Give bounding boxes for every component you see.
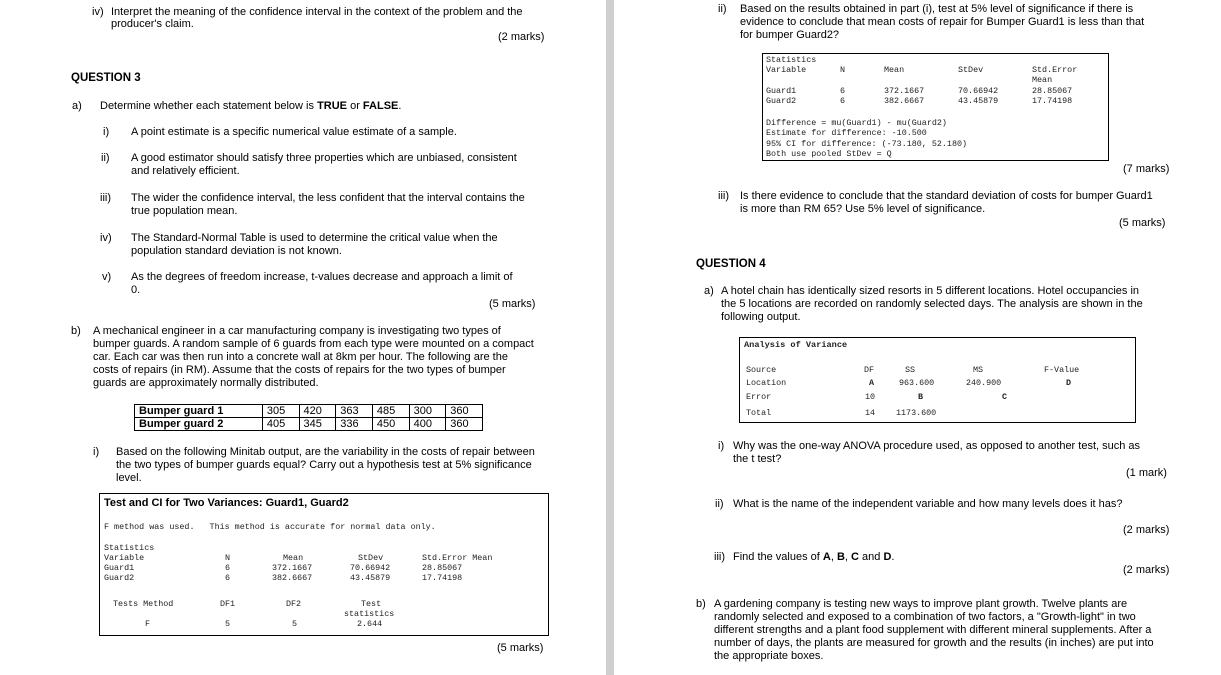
table-cell: 450 bbox=[372, 418, 409, 431]
q4a-line3: following output. bbox=[721, 311, 801, 323]
row1-mean: 372.1667 bbox=[272, 563, 313, 573]
q3b-ii-marks: (7 marks) bbox=[1123, 163, 1170, 175]
q2-iv-marks: (2 marks) bbox=[498, 31, 545, 43]
table-cell: 405 bbox=[262, 418, 299, 431]
q4a-line2: the 5 locations are recorded on randomly selected days. The analysis are shown in the bbox=[721, 298, 1143, 310]
header-stdev: StDev bbox=[958, 65, 984, 75]
row1-variable: Guard1 bbox=[104, 563, 135, 573]
table-cell: 360 bbox=[446, 405, 483, 418]
q4a-iii-num: iii) bbox=[714, 551, 725, 563]
q4a-i-line2: the t test? bbox=[733, 453, 782, 465]
q4a-i-marks: (1 mark) bbox=[1126, 467, 1167, 479]
test-df1-value: 5 bbox=[225, 619, 231, 629]
statement-3-num: iii) bbox=[100, 192, 111, 204]
q4b-line3: different strengths and a plant food supplement with different mineral supplements. After a bbox=[714, 624, 1152, 636]
q4a-ii-num: ii) bbox=[715, 498, 724, 510]
table-cell: 305 bbox=[262, 405, 299, 418]
q3b-line2: bumper guards. A random sample of 6 guards from each type were mounted on a compact bbox=[93, 338, 534, 350]
header-n: N bbox=[225, 553, 231, 563]
table-cell: 400 bbox=[409, 418, 446, 431]
q3b-ii-line1: Based on the results obtained in part (i), test at 5% level of significance if there is bbox=[740, 3, 1134, 15]
statement-5-line1: As the degrees of freedom increase, t-values decrease and approach a limit of bbox=[131, 271, 513, 283]
header-stdev: StDev bbox=[358, 553, 384, 563]
row-label: Bumper guard 2 bbox=[135, 418, 263, 431]
test-header-method: Tests Method bbox=[113, 599, 174, 609]
statistics-label: Statistics bbox=[104, 543, 155, 553]
anova-row3-df: 14 bbox=[865, 408, 876, 418]
q3b-i-line2: the two types of bumper guards equal? Carry out a hypothesis test at 5% significance bbox=[116, 459, 532, 471]
q4a-iii-dot: . bbox=[891, 551, 895, 563]
anova-row2-df: 10 bbox=[865, 392, 876, 402]
row2-stdev: 43.45879 bbox=[350, 573, 391, 583]
anova-header-ms: MS bbox=[973, 365, 984, 375]
pooled-line: Both use pooled StDev = Q bbox=[766, 149, 892, 159]
q3b-iii-line1: Is there evidence to conclude that the standard deviation of costs for bumper Guard1 bbox=[740, 190, 1153, 202]
left-page bbox=[0, 0, 606, 675]
header-variable: Variable bbox=[104, 553, 145, 563]
q4b-line1: A gardening company is testing new ways to improve plant growth. Twelve plants are bbox=[714, 598, 1128, 610]
test-header-df1: DF1 bbox=[220, 599, 236, 609]
statement-4-num: iv) bbox=[100, 232, 112, 244]
question-3-title: QUESTION 3 bbox=[71, 72, 141, 84]
statement-1-num: i) bbox=[103, 126, 110, 138]
anova-row1-df: A bbox=[869, 378, 875, 388]
table-cell: 300 bbox=[409, 405, 446, 418]
table-cell: 420 bbox=[299, 405, 336, 418]
q3b-i-line3: level. bbox=[116, 472, 142, 484]
question-4-title: QUESTION 4 bbox=[696, 258, 766, 270]
row2-se: 17.74198 bbox=[422, 573, 463, 583]
estimate-line: Estimate for difference: -10.500 bbox=[766, 128, 927, 138]
test-statistic-value: 2.644 bbox=[357, 619, 383, 629]
q4b-line2: randomly selected and exposed to a combination of two factors, a "Growth-light" in two bbox=[714, 611, 1136, 623]
q4a-ii-text: What is the name of the independent variable and how many levels does it has? bbox=[733, 498, 1123, 510]
q3b-ii-line2: evidence to conclude that mean costs of repair for Bumper Guard1 is less than that bbox=[740, 16, 1145, 28]
table-cell: 363 bbox=[336, 405, 373, 418]
anova-header-source: Source bbox=[746, 365, 777, 375]
or-word: or bbox=[347, 100, 363, 112]
statement-2-num: ii) bbox=[101, 152, 110, 164]
row1-se: 28.85067 bbox=[1032, 86, 1073, 96]
method-note: F method was used. This method is accurate for normal data only. bbox=[104, 522, 436, 532]
table-row bbox=[135, 405, 483, 418]
anova-row2-ms: C bbox=[1002, 392, 1008, 402]
sep-1: , bbox=[830, 551, 837, 563]
true-word: TRUE bbox=[317, 100, 348, 112]
anova-row1-ms: 240.900 bbox=[966, 378, 1002, 388]
difference-line: Difference = mu(Guard1) - mu(Guard2) bbox=[766, 118, 947, 128]
statement-4-line1: The Standard-Normal Table is used to determine the critical value when the bbox=[131, 232, 498, 244]
q3b-ii-line3: for bumper Guard2? bbox=[740, 29, 840, 41]
row2-mean: 382.6667 bbox=[272, 573, 313, 583]
header-mean-2: Mean bbox=[1032, 75, 1053, 85]
letter-a: A bbox=[822, 551, 831, 563]
statement-1-text: A point estimate is a specific numerical value estimate of a sample. bbox=[131, 126, 457, 138]
anova-row1-source: Location bbox=[746, 378, 787, 388]
and-word: and bbox=[859, 551, 884, 563]
q2-iv-line2: producer's claim. bbox=[111, 18, 194, 30]
q3b-iii-line2: is more than RM 65? Use 5% level of significance. bbox=[740, 203, 986, 215]
row1-stdev: 70.66942 bbox=[350, 563, 391, 573]
q4a-i-num: i) bbox=[718, 440, 725, 452]
header-std-error: Std.Error bbox=[1032, 65, 1078, 75]
q4a-line1: A hotel chain has identically sized resorts in 5 different locations. Hotel occupancies in bbox=[721, 285, 1140, 297]
q3b-line3: car. Each car was then run into a concrete wall at 8km per hour. The following are the bbox=[93, 351, 508, 363]
q4b-line4: number of days, the plants are measured for growth and the results (in inches) are put into bbox=[714, 637, 1154, 649]
statement-4-line2: population standard deviation is not known. bbox=[131, 245, 342, 257]
q4b-line5: the appropriate boxes. bbox=[714, 650, 824, 662]
row1-variable: Guard1 bbox=[766, 86, 797, 96]
anova-row1-f: D bbox=[1066, 378, 1072, 388]
q4a-label: a) bbox=[704, 285, 714, 297]
test-header-df2: DF2 bbox=[286, 599, 302, 609]
row1-n: 6 bbox=[225, 563, 231, 573]
q4a-iii-text bbox=[733, 551, 894, 564]
row2-se: 17.74198 bbox=[1032, 96, 1073, 106]
q3a-instruction bbox=[100, 100, 401, 113]
anova-header-ss: SS bbox=[905, 365, 916, 375]
row-label: Bumper guard 1 bbox=[135, 405, 263, 418]
anova-output bbox=[739, 337, 1136, 423]
q4a-iii-pre: Find the values of bbox=[733, 551, 823, 563]
q3b-iii-marks: (5 marks) bbox=[1119, 217, 1166, 229]
minitab-ttest-output bbox=[762, 53, 1109, 161]
right-page bbox=[614, 0, 1221, 675]
anova-row2-source: Error bbox=[746, 392, 772, 402]
anova-row1-ss: 963.600 bbox=[899, 378, 935, 388]
q4a-i-line1: Why was the one-way ANOVA procedure used, as opposed to another test, such as bbox=[733, 440, 1141, 452]
header-n: N bbox=[840, 65, 846, 75]
row1-n: 6 bbox=[840, 86, 846, 96]
row2-variable: Guard2 bbox=[104, 573, 135, 583]
statement-2-line2: and relatively efficient. bbox=[131, 165, 240, 177]
q3b-line1: A mechanical engineer in a car manufacturing company is investigating two types of bbox=[93, 325, 501, 337]
statement-5-num: v) bbox=[102, 271, 112, 283]
table-cell: 360 bbox=[446, 418, 483, 431]
anova-row3-ss: 1173.600 bbox=[896, 408, 937, 418]
statement-2-line1: A good estimator should satisfy three properties which are unbiased, consistent bbox=[131, 152, 517, 164]
statement-5-line2: 0. bbox=[131, 284, 141, 296]
q2-iv-num: iv) bbox=[92, 6, 104, 18]
q3a-marks: (5 marks) bbox=[489, 298, 536, 310]
header-mean: Mean bbox=[884, 65, 905, 75]
q3b-i-line1: Based on the following Minitab output, are the variability in the costs of repair between bbox=[116, 446, 535, 458]
q4a-ii-marks: (2 marks) bbox=[1123, 524, 1170, 536]
q4a-iii-marks: (2 marks) bbox=[1123, 564, 1170, 576]
ci-line: 95% CI for difference: (-73.180, 52.180) bbox=[766, 139, 968, 149]
letter-b: B bbox=[836, 551, 845, 563]
q2-iv-line1: Interpret the meaning of the confidence interval in the context of the problem and the bbox=[111, 6, 523, 18]
sep-2: , bbox=[844, 551, 852, 563]
row2-stdev: 43.45879 bbox=[958, 96, 999, 106]
q4b-label: b) bbox=[696, 598, 706, 610]
letter-c: C bbox=[851, 551, 859, 563]
row2-mean: 382.6667 bbox=[884, 96, 925, 106]
bumper-guard-table bbox=[134, 404, 483, 431]
q3b-i-marks: (5 marks) bbox=[497, 642, 544, 654]
row1-mean: 372.1667 bbox=[884, 86, 925, 96]
test-method-f: F bbox=[145, 619, 151, 629]
row2-variable: Guard2 bbox=[766, 96, 797, 106]
q3a-label: a) bbox=[72, 100, 82, 112]
false-word: FALSE bbox=[362, 100, 399, 112]
q3a-instruction-pre: Determine whether each statement below is bbox=[100, 100, 318, 112]
test-df2-value: 5 bbox=[292, 619, 298, 629]
q3b-line5: guards are approximately normally distributed. bbox=[93, 377, 319, 389]
test-header-statistics: statistics bbox=[344, 609, 395, 619]
q3b-ii-num: ii) bbox=[718, 3, 727, 15]
row1-se: 28.85067 bbox=[422, 563, 463, 573]
row2-n: 6 bbox=[225, 573, 231, 583]
q3b-line4: costs of repairs (in RM). Assume that the costs of repairs for the two types of bumper bbox=[93, 364, 506, 376]
statement-3-line1: The wider the confidence interval, the less confident that the interval contains the bbox=[131, 192, 525, 204]
table-cell: 485 bbox=[372, 405, 409, 418]
header-mean: Mean bbox=[283, 553, 304, 563]
statement-3-line2: true population mean. bbox=[131, 205, 238, 217]
anova-header-df: DF bbox=[864, 365, 875, 375]
row1-stdev: 70.66942 bbox=[958, 86, 999, 96]
table-row bbox=[135, 418, 483, 431]
minitab-variance-output bbox=[99, 493, 549, 636]
anova-row2-ss: B bbox=[918, 392, 924, 402]
anova-title: Analysis of Variance bbox=[744, 340, 848, 350]
row2-n: 6 bbox=[840, 96, 846, 106]
q3b-i-num: i) bbox=[93, 446, 100, 458]
minitab-variance-title: Test and CI for Two Variances: Guard1, Guard2 bbox=[104, 497, 349, 509]
page-divider bbox=[606, 0, 614, 675]
q3b-iii-num: iii) bbox=[718, 190, 729, 202]
table-cell: 345 bbox=[299, 418, 336, 431]
header-variable: Variable bbox=[766, 65, 807, 75]
anova-row3-source: Total bbox=[746, 408, 772, 418]
letter-d: D bbox=[883, 551, 892, 563]
statistics-label: Statistics bbox=[766, 55, 817, 65]
test-header-test: Test bbox=[361, 599, 382, 609]
header-std-error-mean: Std.Error Mean bbox=[422, 553, 493, 563]
q3a-instruction-dot: . bbox=[398, 100, 402, 112]
table-cell: 336 bbox=[336, 418, 373, 431]
q3b-label: b) bbox=[71, 325, 81, 337]
anova-header-fvalue: F-Value bbox=[1044, 365, 1080, 375]
